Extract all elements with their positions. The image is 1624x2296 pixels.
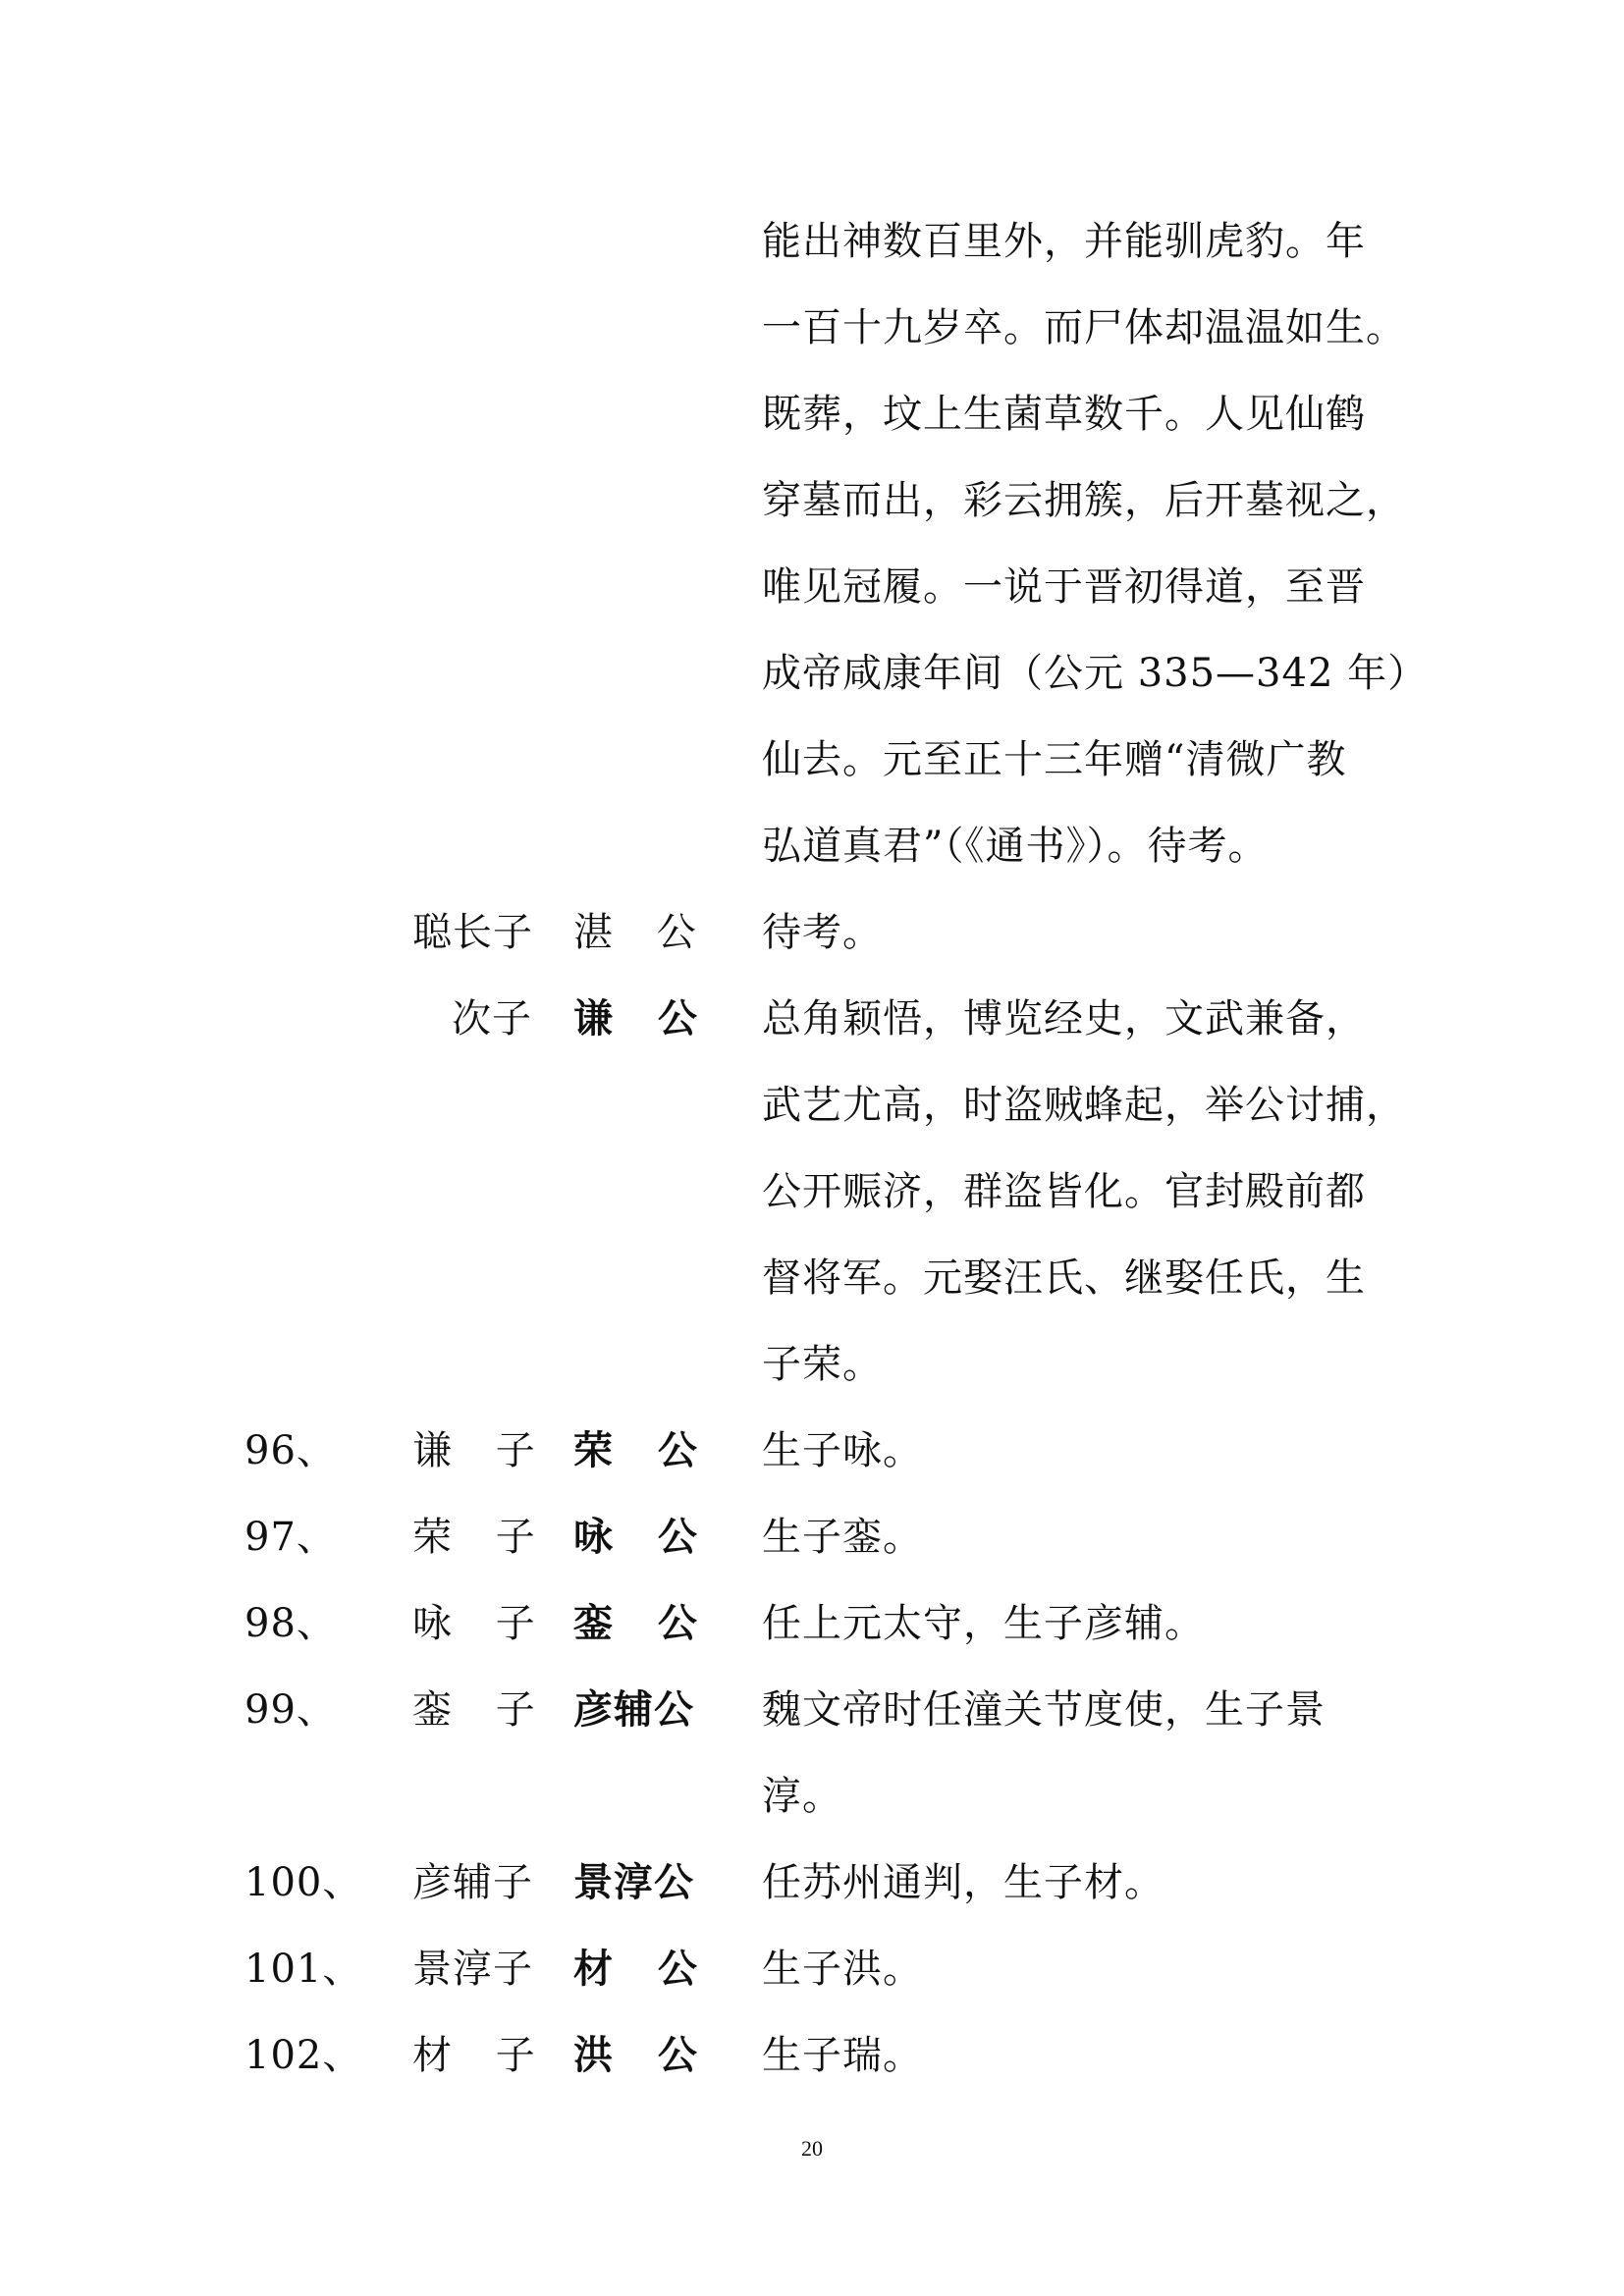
entry-parent: 荣 子 — [412, 1515, 551, 1560]
entry-name: 咏 公 — [573, 1514, 713, 1560]
continuation-line: 既葬，坟上生菌草数千。人见仙鹤 — [762, 392, 1366, 437]
entry-name: 銮 公 — [573, 1600, 713, 1646]
continuation-line: 仙去。元至正十三年赠“清微广教 — [762, 737, 1347, 782]
entry-number: 102、 — [244, 2033, 363, 2078]
entry-description: 魏文帝时任潼关节度使，生子景 — [762, 1687, 1326, 1733]
continuation-line: 一百十九岁卒。而尸体却温温如生。 — [762, 305, 1406, 350]
entry-description: 生子洪。 — [762, 1947, 923, 1992]
continuation-line: 唯见冠履。一说于晋初得道，至晋 — [762, 564, 1366, 610]
entry-description: 督将军。元娶汪氏、继娶任氏，生 — [762, 1255, 1366, 1301]
entry-description: 生子咏。 — [762, 1428, 923, 1473]
entry-number: 99、 — [244, 1687, 337, 1733]
entry-number: 97、 — [244, 1515, 337, 1560]
entry-parent: 次子 — [452, 996, 532, 1041]
page-number: 20 — [801, 2136, 823, 2161]
entry-parent: 景淳子 — [412, 1947, 533, 1992]
entry-name: 荣 公 — [573, 1427, 713, 1473]
continuation-line: 成帝咸康年间（公元 335—342 年） — [762, 651, 1429, 696]
entry-description: 任上元太守，生子彦辅。 — [762, 1601, 1205, 1646]
continuation-line: 弘道真君”（《通书》）。待考。 — [762, 824, 1269, 869]
entry-parent: 咏 子 — [412, 1601, 551, 1646]
entry-description: 生子銮。 — [762, 1515, 923, 1560]
entry-name: 湛 公 — [573, 910, 712, 955]
entry-name: 洪 公 — [573, 2032, 713, 2078]
entry-description: 子荣。 — [762, 1342, 883, 1387]
entry-description: 公开赈济，群盗皆化。官封殿前都 — [762, 1169, 1366, 1214]
entry-name: 谦 公 — [573, 995, 713, 1041]
continuation-line: 能出神数百里外，并能驯虎豹。年 — [762, 219, 1366, 264]
entry-name: 彦辅公 — [573, 1686, 694, 1733]
entry-parent: 彦辅子 — [412, 1860, 533, 1905]
entry-description: 生子瑞。 — [762, 2033, 923, 2078]
entry-parent: 谦 子 — [412, 1428, 551, 1473]
entry-description: 待考。 — [762, 910, 883, 955]
entry-parent: 材 子 — [412, 2033, 551, 2078]
entry-description: 武艺尤高，时盗贼蜂起，举公讨捕， — [762, 1083, 1406, 1128]
entry-description: 任苏州通判，生子材。 — [762, 1860, 1164, 1905]
entry-description: 总角颖悟，博览经史，文武兼备， — [762, 996, 1366, 1041]
entry-name: 景淳公 — [573, 1859, 694, 1905]
entry-name: 材 公 — [573, 1946, 713, 1992]
entry-number: 96、 — [244, 1428, 337, 1473]
entry-description: 淳。 — [762, 1774, 842, 1819]
entry-number: 101、 — [244, 1947, 363, 1992]
entry-number: 98、 — [244, 1601, 337, 1646]
continuation-line: 穿墓而出，彩云拥簇，后开墓视之， — [762, 478, 1406, 523]
entry-parent: 銮 子 — [412, 1687, 551, 1733]
entry-number: 100、 — [244, 1860, 363, 1905]
entry-parent: 聪长子 — [412, 910, 533, 955]
